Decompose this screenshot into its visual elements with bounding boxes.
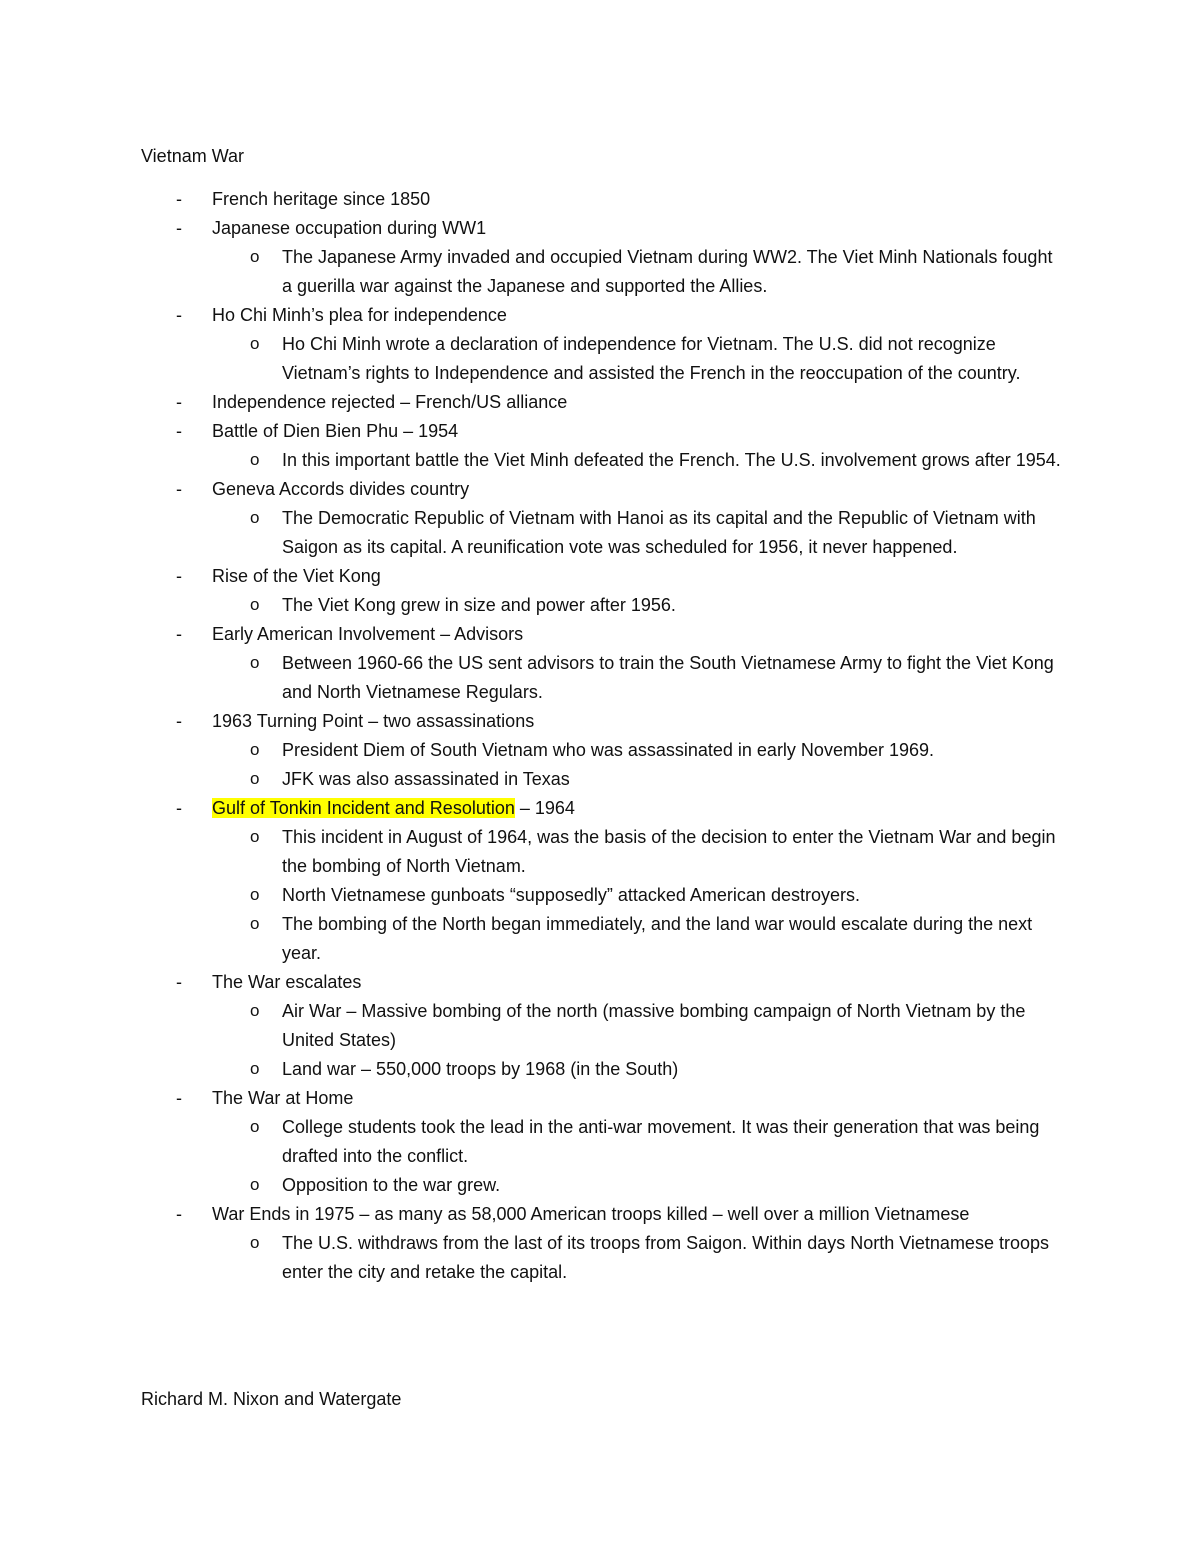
list-item-text: Geneva Accords divides country bbox=[212, 479, 470, 499]
list-item-text: The War at Home bbox=[212, 1088, 354, 1108]
list-item bbox=[0, 562, 1072, 620]
sub-list bbox=[212, 446, 1072, 475]
sub-list bbox=[212, 243, 1072, 301]
list-item-text: French heritage since 1850 bbox=[212, 189, 431, 209]
sub-list-item: o North Vietnamese gunboats “supposedly” attacked American destroyers. bbox=[0, 881, 1062, 910]
sub-list bbox=[212, 591, 1072, 620]
list-item-text: Early American Involvement – Advisors bbox=[212, 624, 524, 644]
sub-list bbox=[212, 823, 1072, 968]
list-item-text: The War escalates bbox=[212, 972, 362, 992]
list-item bbox=[0, 620, 1072, 707]
list-item bbox=[0, 475, 1072, 562]
list-item bbox=[0, 1200, 1072, 1287]
sub-list-item: o JFK was also assassinated in Texas bbox=[0, 765, 1062, 794]
list-item bbox=[0, 388, 1072, 417]
sub-list bbox=[212, 649, 1072, 707]
list-item bbox=[0, 301, 1072, 388]
section-heading-nixon-watergate: Richard M. Nixon and Watergate bbox=[141, 1389, 402, 1409]
sub-list-item: o The Japanese Army invaded and occupied Vietnam during WW2. The Viet Minh Nationals fought a guerilla war against the Japanese and supported the Allies. bbox=[0, 243, 1062, 301]
sub-list-item: o The bombing of the North began immediately, and the land war would escalate during the next year. bbox=[0, 910, 1062, 968]
sub-list-item: o This incident in August of 1964, was the basis of the decision to enter the Vietnam War and begin the bombing of North Vietnam. bbox=[0, 823, 1062, 881]
section-heading-vietnam-war: Vietnam War bbox=[141, 146, 245, 166]
list-item-text: War Ends in 1975 – as many as 58,000 American troops killed – well over a million Vietnamese bbox=[212, 1204, 970, 1224]
list-item bbox=[0, 794, 1072, 968]
list-item-text: Independence rejected – French/US alliance bbox=[212, 392, 568, 412]
list-item-text-suffix: – 1964 bbox=[514, 798, 575, 818]
list-item bbox=[0, 968, 1072, 1084]
sub-list-item: o The Democratic Republic of Vietnam with Hanoi as its capital and the Republic of Vietnam with Saigon as its capital. A reunification vote was scheduled for 1956, it never happened. bbox=[0, 504, 1062, 562]
list-item-text: Japanese occupation during WW1 bbox=[212, 218, 487, 238]
list-item-text: 1963 Turning Point – two assassinations bbox=[212, 711, 535, 731]
highlighted-text: Gulf of Tonkin Incident and Resolution bbox=[212, 798, 515, 818]
sub-list bbox=[212, 997, 1072, 1084]
sub-list bbox=[212, 736, 1072, 794]
list-item-text: Rise of the Viet Kong bbox=[212, 566, 381, 586]
sub-list-item: o President Diem of South Vietnam who was assassinated in early November 1969. bbox=[0, 736, 1062, 765]
list-item bbox=[0, 1084, 1072, 1200]
list-item-text: Ho Chi Minh’s plea for independence bbox=[212, 305, 507, 325]
list-item-text: Battle of Dien Bien Phu – 1954 bbox=[212, 421, 459, 441]
sub-list-item: o The U.S. withdraws from the last of its troops from Saigon. Within days North Vietnamese troops enter the city and retake the capital. bbox=[0, 1229, 1062, 1287]
list-item bbox=[0, 214, 1072, 301]
sub-list-item: o Between 1960-66 the US sent advisors to train the South Vietnamese Army to fight the Viet Kong and North Vietnamese Regulars. bbox=[0, 649, 1062, 707]
sub-list-item: o College students took the lead in the anti-war movement. It was their generation that was being drafted into the conflict. bbox=[0, 1113, 1062, 1171]
sub-list-item: o The Viet Kong grew in size and power after 1956. bbox=[0, 591, 1062, 620]
sub-list bbox=[212, 330, 1072, 388]
sub-list-item: o Air War – Massive bombing of the north (massive bombing campaign of North Vietnam by the United States) bbox=[0, 997, 1062, 1055]
outline-list bbox=[0, 185, 1200, 1287]
sub-list bbox=[212, 1229, 1072, 1287]
list-item bbox=[0, 707, 1072, 794]
sub-list bbox=[212, 1113, 1072, 1200]
sub-list-item: o Land war – 550,000 troops by 1968 (in the South) bbox=[0, 1055, 1062, 1084]
sub-list-item: o Opposition to the war grew. bbox=[0, 1171, 1062, 1200]
list-item bbox=[0, 185, 1072, 214]
list-item bbox=[0, 417, 1072, 475]
sub-list-item: o In this important battle the Viet Minh defeated the French. The U.S. involvement grows after 1954. bbox=[0, 446, 1062, 475]
sub-list bbox=[212, 504, 1072, 562]
sub-list-item: o Ho Chi Minh wrote a declaration of independence for Vietnam. The U.S. did not recognize Vietnam’s rights to Independence and assisted the French in the reoccupation of the country. bbox=[0, 330, 1062, 388]
